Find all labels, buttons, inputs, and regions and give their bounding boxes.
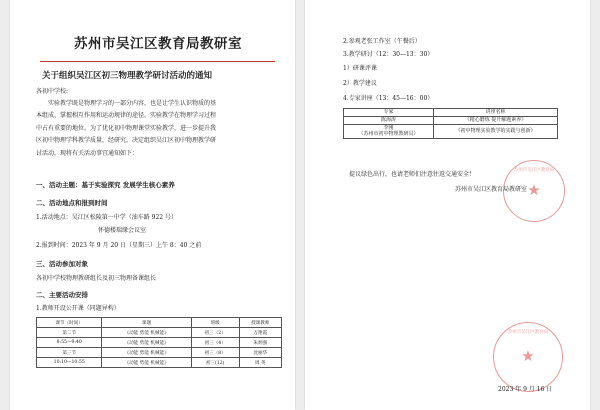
table-header-row — [344, 109, 558, 117]
table-cell: 《动能 势能 机械能》 — [102, 348, 191, 358]
location-line: 1.活动地点：吴江区松陵第一中学（油车路 922 号） — [36, 214, 177, 221]
document-page-2 — [305, 0, 590, 410]
intro-line: 区初中物理学科教学质量，经研究，决定组织吴江区初中物理教学研 — [36, 137, 217, 144]
column-header: 授课教师 — [239, 318, 281, 328]
table-row — [37, 348, 282, 358]
visit-item: 2.参观老张工作室（午餐后） — [343, 38, 421, 45]
table-cell: 初三(12) — [191, 358, 239, 368]
column-header: 课题 — [102, 318, 191, 328]
table-cell: 《动能 势能 机械能》 — [102, 338, 191, 348]
table-cell: 周 英 — [239, 358, 281, 368]
column-header: 班级 — [191, 318, 239, 328]
table-cell: 沈丽华 — [239, 348, 281, 358]
salutation: 各初中学校: — [36, 88, 69, 95]
table-row — [37, 328, 282, 338]
table-cell: 初三（2） — [191, 328, 239, 338]
intro-line: 本组成、掌握相互作用和运动规律的途径。实验教学在物理学习过程 — [36, 112, 217, 119]
reminder: 提议绿色出行，也请老师们注意往返交通安全！ — [349, 171, 476, 178]
expert-table — [343, 108, 558, 139]
seal-text: 苏州市吴江区教育局 — [513, 168, 555, 173]
table-cell: 10:10—10:55 — [37, 358, 102, 368]
signature: 苏州市吴江区教育局教研室 — [455, 186, 528, 193]
table-cell: 《动能 势能 机械能》 — [102, 328, 191, 338]
section-theme: 一、活动主题：基于实验探究 发展学生核心素养 — [36, 181, 175, 189]
location-room: 怀德楼瑞缘会议室 — [98, 227, 147, 234]
official-seal — [493, 322, 563, 392]
expert-name: 李刚 — [383, 124, 394, 131]
table-cell: 第二节 — [37, 328, 102, 338]
table-header-row — [37, 318, 282, 328]
issue-date: 2023 年 9 月 16 日 — [498, 386, 553, 393]
table-row — [344, 124, 558, 139]
notice-title: 关于组织吴江区初三物理教学研讨活动的通知 — [42, 71, 213, 81]
table-cell: 万艳霞 — [239, 328, 281, 338]
expert-name: 陈海涛 — [344, 116, 434, 124]
schedule-table — [36, 317, 282, 368]
org-title: 苏州市吴江区教育局教研室 — [74, 36, 242, 52]
open-class-title: 1.教师开设公开课（同题异构） — [36, 305, 120, 312]
checkin-time: 2.报到时间：2023 年 9 月 20 日（星期三）上午 8：40 之前 — [36, 242, 202, 249]
table-row — [344, 116, 558, 124]
table-cell: 《动能 势能 机械能》 — [102, 358, 191, 368]
participants: 各初中学校物理教研组长及初三物理备课组长 — [36, 275, 157, 282]
intro-line: 讨活动，现将有关活动事宜通知如下： — [36, 150, 139, 157]
header-rule — [40, 61, 275, 62]
star-icon: ★ — [521, 347, 535, 366]
column-header: 讲座名称 — [434, 109, 558, 117]
expert-affiliation: （苏州市初中物理教研员） — [358, 131, 419, 138]
intro-line: 实验教学既是物理学习的一部分内容，也是让学生认识物质的基 — [48, 100, 217, 107]
research-subitem: 1）研课评课 — [343, 65, 377, 72]
section-location-heading: 二、活动地点和报到时间 — [36, 199, 108, 207]
lecture-title: 《初中物理实验教学的实践与创新》 — [434, 124, 558, 139]
lecture-title: 《精心磨炼 提升解题素养》 — [434, 116, 558, 124]
intro-line: 中占有重要的地位。为了优化初中物理课堂实验教学，进一步提升我 — [36, 125, 217, 132]
table-cell: 第三节 — [37, 348, 102, 358]
table-cell: 8:55—9:40 — [37, 338, 102, 348]
section-participants-heading: 三、活动参加对象 — [36, 260, 88, 268]
table-row — [37, 358, 282, 368]
table-cell: 初三（8） — [191, 348, 239, 358]
lecture-item: 4.专家讲座（13：45—16：00） — [343, 95, 434, 102]
seal-text: 苏州市吴江区教育局 — [507, 330, 549, 335]
table-cell: 初三（4） — [191, 338, 239, 348]
column-header: 专家 — [344, 109, 434, 117]
section-schedule-heading: 二、主要活动安排 — [36, 291, 88, 299]
table-row — [37, 338, 282, 348]
table-cell: 朱炳强 — [239, 338, 281, 348]
research-item: 3.教学研讨（12：30—13：30） — [343, 51, 434, 58]
star-icon: ★ — [527, 181, 541, 200]
document-page-1 — [10, 0, 295, 410]
research-subitem: 2）教学建议 — [343, 80, 377, 87]
expert-cell — [344, 124, 434, 139]
column-header: 课节（时间） — [37, 318, 102, 328]
